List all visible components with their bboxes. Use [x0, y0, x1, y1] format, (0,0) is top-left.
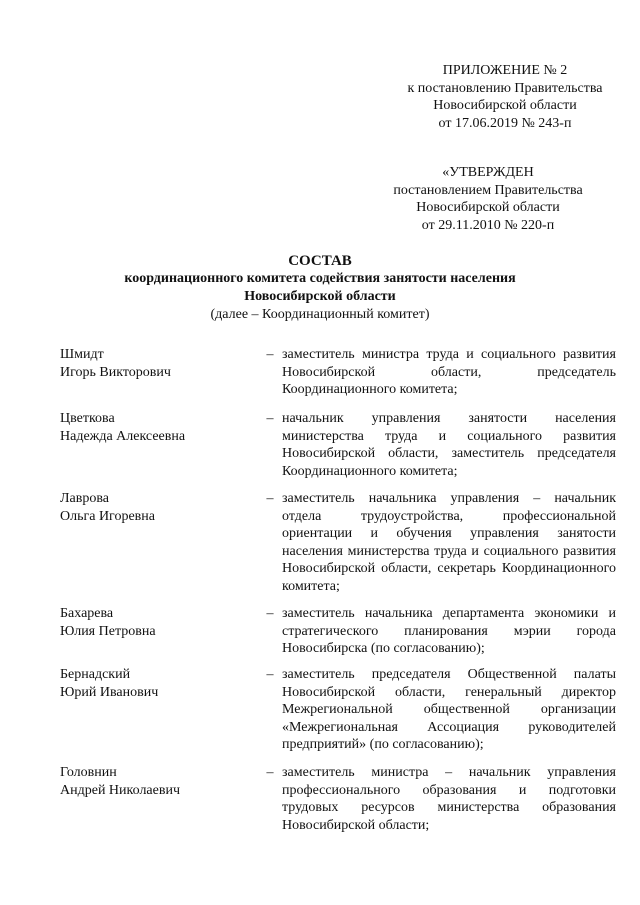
member-surname: Бахарева — [60, 606, 114, 621]
member-role: начальник управления занятости населения министерства труда и социального развития Новосибирской области, заместитель председателя Координационного комитета; — [282, 411, 616, 479]
member-dash: – — [266, 765, 274, 780]
member-role: заместитель начальника управления – начальник отдела трудоустройства, профессиональной ориентации и обучения управления занятости населения министерства труда и социального развития Новосибирской области, секретарь Координационного комитета; — [282, 491, 616, 594]
member-role: заместитель начальника департамента экономики и стратегического планирования мэрии города Новосибирска (по согласованию); — [282, 606, 616, 656]
member-role: заместитель министра – начальник управления профессионального образования и подготовки трудовых ресурсов министерства образования Новосибирской области; — [282, 765, 616, 833]
appendix-line: Новосибирской области — [433, 98, 577, 113]
member-name — [60, 605, 260, 640]
member-surname: Бернадский — [60, 667, 131, 682]
member-dash: – — [266, 491, 274, 506]
member-given-name: Андрей Николаевич — [60, 782, 180, 798]
approved-line: «УТВЕРЖДЕН — [442, 165, 534, 180]
member-role: заместитель министра труда и социального развития Новосибирской области, председатель Координационного комитета; — [282, 347, 616, 397]
member-surname: Лаврова — [60, 491, 109, 506]
member-name — [60, 490, 260, 525]
title-subtitle: координационного комитета содействия занятости населения — [124, 271, 516, 286]
approved-line: постановлением Правительства — [393, 182, 583, 198]
appendix-line: ПРИЛОЖЕНИЕ № 2 — [442, 63, 568, 78]
member-given-name: Юрий Иванович — [60, 684, 159, 700]
member-dash: – — [266, 347, 274, 362]
member-name — [60, 666, 260, 701]
member-surname: Головнин — [60, 765, 117, 780]
member-name — [60, 410, 260, 445]
member-name — [60, 764, 260, 799]
member-dash: – — [266, 411, 274, 426]
member-given-name: Ольга Игоревна — [60, 508, 155, 524]
member-name — [60, 346, 260, 381]
approved-line: Новосибирской области — [416, 200, 560, 215]
member-role: заместитель председателя Общественной палаты Новосибирской области, генеральный директор Межрегиональной общественной организации «Межрегиональная Ассоциация руководителей предприятий» (по согласованию); — [282, 667, 616, 752]
member-surname: Шмидт — [60, 347, 104, 362]
member-dash: – — [266, 606, 274, 621]
member-given-name: Игорь Викторович — [60, 364, 171, 380]
approved-line: от 29.11.2010 № 220-п — [421, 217, 555, 233]
title-subtitle: Новосибирской области — [244, 289, 396, 304]
appendix-line: от 17.06.2019 № 243-п — [438, 115, 572, 131]
title-note: (далее – Координационный комитет) — [210, 307, 430, 322]
appendix-line: к постановлению Правительства — [407, 80, 603, 96]
member-dash: – — [266, 667, 274, 682]
member-given-name: Надежда Алексеевна — [60, 428, 186, 444]
member-surname: Цветкова — [60, 411, 115, 426]
title-main: СОСТАВ — [288, 253, 352, 269]
member-given-name: Юлия Петровна — [60, 623, 156, 639]
